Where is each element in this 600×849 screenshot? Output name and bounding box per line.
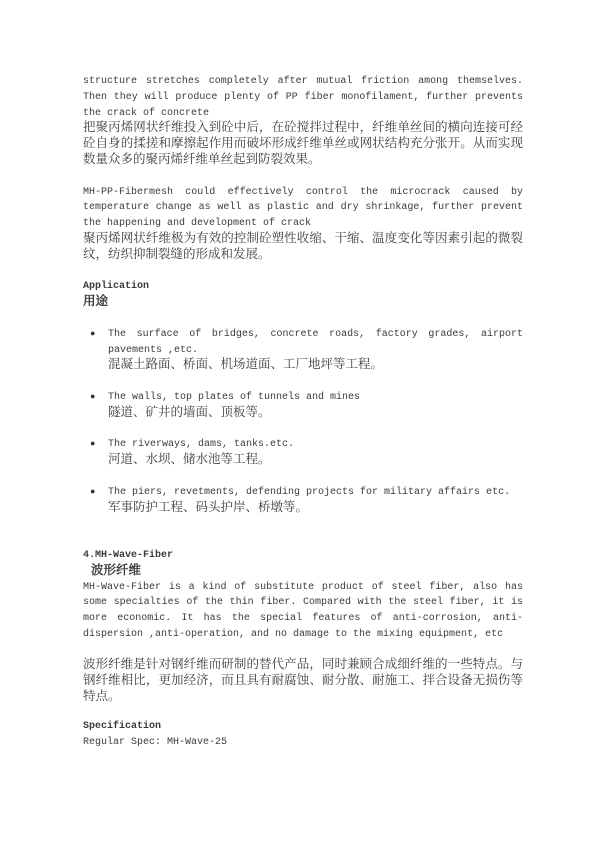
application-heading-en: Application xyxy=(83,281,150,293)
wave-fiber-paragraph-en: MH-Wave-Fiber is a kind of substitute product of steel fiber, also has some specialties of the thin fiber. Compared with the steel fiber, it is more economic. It has the special features of anti-corrosion, anti-dispersion ,anti-operation, and no damage to the mixing equipment, etc xyxy=(83,581,523,640)
intro-section xyxy=(83,74,523,169)
list-item-text-zh: 隧道、矿井的墙面、顶板等。 xyxy=(108,405,271,420)
intro-paragraph-zh: 把聚丙烯网状纤维投入到砼中后，在砼搅拌过程中，纤维单丝间的横向连接可经砼自身的揉搓和摩擦起作用而破坏形成纤维单丝或网状结构充分张开。从而实现数量众多的聚丙烯纤维单丝起到防裂效果。 xyxy=(83,121,523,167)
list-item-body xyxy=(108,485,523,517)
list-item-text-en: The surface of bridges, concrete roads, factory grades, airport pavements ,etc. xyxy=(108,328,523,356)
list-item xyxy=(83,390,523,422)
list-item-body xyxy=(108,390,523,422)
fibermesh-section xyxy=(83,185,523,264)
bullet-icon: ● xyxy=(90,328,96,339)
specification-section xyxy=(83,719,523,751)
wave-fiber-section xyxy=(83,548,523,706)
list-item xyxy=(83,327,523,374)
bullet-icon: ● xyxy=(90,439,96,450)
list-item-text-en: The piers, revetments, defending projects for military affairs etc. xyxy=(108,486,511,498)
list-item xyxy=(83,437,523,469)
list-item-text-en: The walls, top plates of tunnels and mines xyxy=(108,391,361,403)
regular-spec-line: Regular Spec: MH-Wave-25 xyxy=(83,736,228,748)
wave-fiber-heading-zh: 波形纤维 xyxy=(91,563,142,578)
application-heading-zh: 用途 xyxy=(83,295,109,310)
list-item-text-zh: 河道、水坝、储水池等工程。 xyxy=(108,453,271,468)
wave-fiber-paragraph-zh: 波形纤维是针对钢纤维而研制的替代产品，同时兼顾合成细纤维的一些特点。与钢纤维相比，更加经济，而且具有耐腐蚀、耐分散、耐施工、拌合设备无损伤等特点。 xyxy=(83,658,523,705)
bullet-icon: ● xyxy=(90,391,96,402)
list-item-text-zh: 混凝土路面、桥面、机场道面、工厂地坪等工程。 xyxy=(108,358,384,373)
specification-heading: Specification xyxy=(83,720,162,732)
list-item-body xyxy=(108,327,523,374)
bullet-icon: ● xyxy=(90,486,96,497)
application-section xyxy=(83,279,523,516)
fibermesh-paragraph-en: MH-PP-Fibermesh could effectively control the microcrack caused by temperature change as well as plastic and dry shrinkage, further prevent the happening and development of crack xyxy=(83,186,523,230)
list-item-text-en: The riverways, dams, tanks.etc. xyxy=(108,439,295,451)
list-item xyxy=(83,485,523,517)
wave-fiber-heading-en: 4.MH-Wave-Fiber xyxy=(83,549,174,561)
fibermesh-paragraph-zh: 聚丙烯网状纤维极为有效的控制砼塑性收缩、干缩、温度变化等因素引起的微裂纹，纺织抑制裂缝的形成和发展。 xyxy=(83,231,523,262)
application-list xyxy=(83,327,523,517)
list-item-body xyxy=(108,437,523,469)
intro-paragraph-en: structure stretches completely after mutual friction among themselves. Then they will produce plenty of PP fiber monofilament, further prevents the crack of concrete xyxy=(83,76,523,119)
list-item-text-zh: 军事防护工程、码头护岸、桥墩等。 xyxy=(108,500,309,515)
